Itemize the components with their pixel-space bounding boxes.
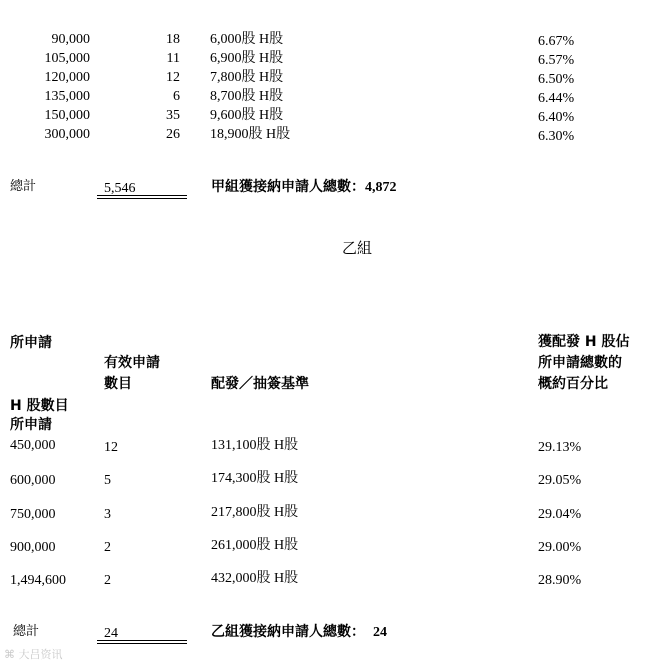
header-pct-line2: 所申請總數的: [538, 355, 622, 371]
allotment-basis: 217,800股 H股: [211, 505, 299, 520]
header-valid-line2: 數目: [104, 376, 132, 392]
header-applied-line2: H 股數目: [10, 398, 69, 414]
table-row: [0, 32, 648, 48]
allotment-basis: 18,900股 H股: [210, 127, 291, 142]
allotment-basis: 174,300股 H股: [211, 471, 299, 486]
allotment-basis: 8,700股 H股: [210, 89, 284, 104]
table-row: [0, 571, 648, 589]
valid-applications: 5: [104, 473, 111, 488]
valid-applications: 18: [166, 32, 180, 47]
allotment-percentage: 29.13%: [538, 440, 582, 455]
group-a-successful-summary: [211, 179, 397, 196]
applied-shares: 150,000: [44, 108, 90, 123]
allotment-percentage: 29.05%: [538, 473, 582, 488]
applied-shares: 750,000: [10, 507, 56, 522]
table-row: [0, 538, 648, 556]
applied-shares: 600,000: [10, 473, 56, 488]
table-row: [0, 108, 648, 124]
table-row: [0, 471, 648, 489]
table-row: [0, 438, 648, 456]
allotment-basis: 432,000股 H股: [211, 571, 299, 586]
applied-shares: 300,000: [44, 127, 90, 142]
table-row: [0, 70, 648, 86]
group-a-total-underline: [97, 195, 187, 199]
group-a-successful-value: 4,872: [365, 180, 397, 195]
valid-applications: 2: [104, 540, 111, 555]
table-row: [0, 127, 648, 143]
allotment-percentage: 29.00%: [538, 540, 582, 555]
group-b-total-value: 24: [104, 626, 118, 641]
allotment-percentage: 6.67%: [538, 34, 575, 49]
valid-applications: 2: [104, 573, 111, 588]
allotment-percentage: 6.50%: [538, 72, 575, 87]
applied-shares: 135,000: [44, 89, 90, 104]
table-row: [0, 51, 648, 67]
valid-applications: 6: [173, 89, 180, 104]
valid-applications: 12: [104, 440, 118, 455]
applied-shares: 900,000: [10, 540, 56, 555]
valid-applications: 3: [104, 507, 111, 522]
table-row: [0, 505, 648, 523]
valid-applications: 11: [166, 51, 180, 66]
allotment-percentage: 6.44%: [538, 91, 575, 106]
valid-applications: 12: [166, 70, 180, 85]
allotment-basis: 9,600股 H股: [210, 108, 284, 123]
watermark: [4, 646, 63, 662]
header-pct-line3: 概約百分比: [538, 376, 608, 392]
allotment-percentage: 29.04%: [538, 507, 582, 522]
watermark-logo-icon: ⌘: [4, 648, 15, 661]
group-b-successful-summary: [211, 624, 387, 641]
allotment-percentage: 28.90%: [538, 573, 582, 588]
group-b-successful-value: 24: [373, 625, 387, 640]
header-allotment-basis: 配發／抽簽基準: [211, 376, 309, 392]
group-a-successful-label: 甲組獲接納申請人總數：: [211, 179, 365, 195]
allotment-basis: 6,000股 H股: [210, 32, 284, 47]
applied-shares: 105,000: [44, 51, 90, 66]
applied-shares: 120,000: [44, 70, 90, 85]
allotment-percentage: 6.40%: [538, 110, 575, 125]
table-row: [0, 89, 648, 105]
allotment-basis: 7,800股 H股: [210, 70, 284, 85]
header-applied-line3: 所申請: [10, 417, 52, 433]
valid-applications: 26: [166, 127, 180, 142]
group-a-total-value: 5,546: [104, 181, 136, 196]
watermark-text: 大吕资讯: [18, 648, 63, 661]
group-b-successful-label: 乙組獲接納申請人總數：: [211, 624, 365, 640]
group-b-total-underline: [97, 640, 187, 644]
applied-shares: 90,000: [51, 32, 90, 47]
header-valid-line1: 有效申請: [104, 355, 160, 371]
group-b-total-label: 總計: [13, 624, 40, 639]
allotment-percentage: 6.57%: [538, 53, 575, 68]
allotment-percentage: 6.30%: [538, 129, 575, 144]
applied-shares: 450,000: [10, 438, 56, 453]
group-b-title: 乙組: [342, 239, 373, 257]
valid-applications: 35: [166, 108, 180, 123]
applied-shares: 1,494,600: [10, 573, 66, 588]
allotment-basis: 261,000股 H股: [211, 538, 299, 553]
header-pct-line1: 獲配發 H 股佔: [538, 334, 630, 350]
group-a-total-label: 總計: [10, 179, 37, 194]
allotment-basis: 6,900股 H股: [210, 51, 284, 66]
allotment-basis: 131,100股 H股: [211, 438, 299, 453]
header-applied-line1: 所申請: [10, 335, 52, 351]
